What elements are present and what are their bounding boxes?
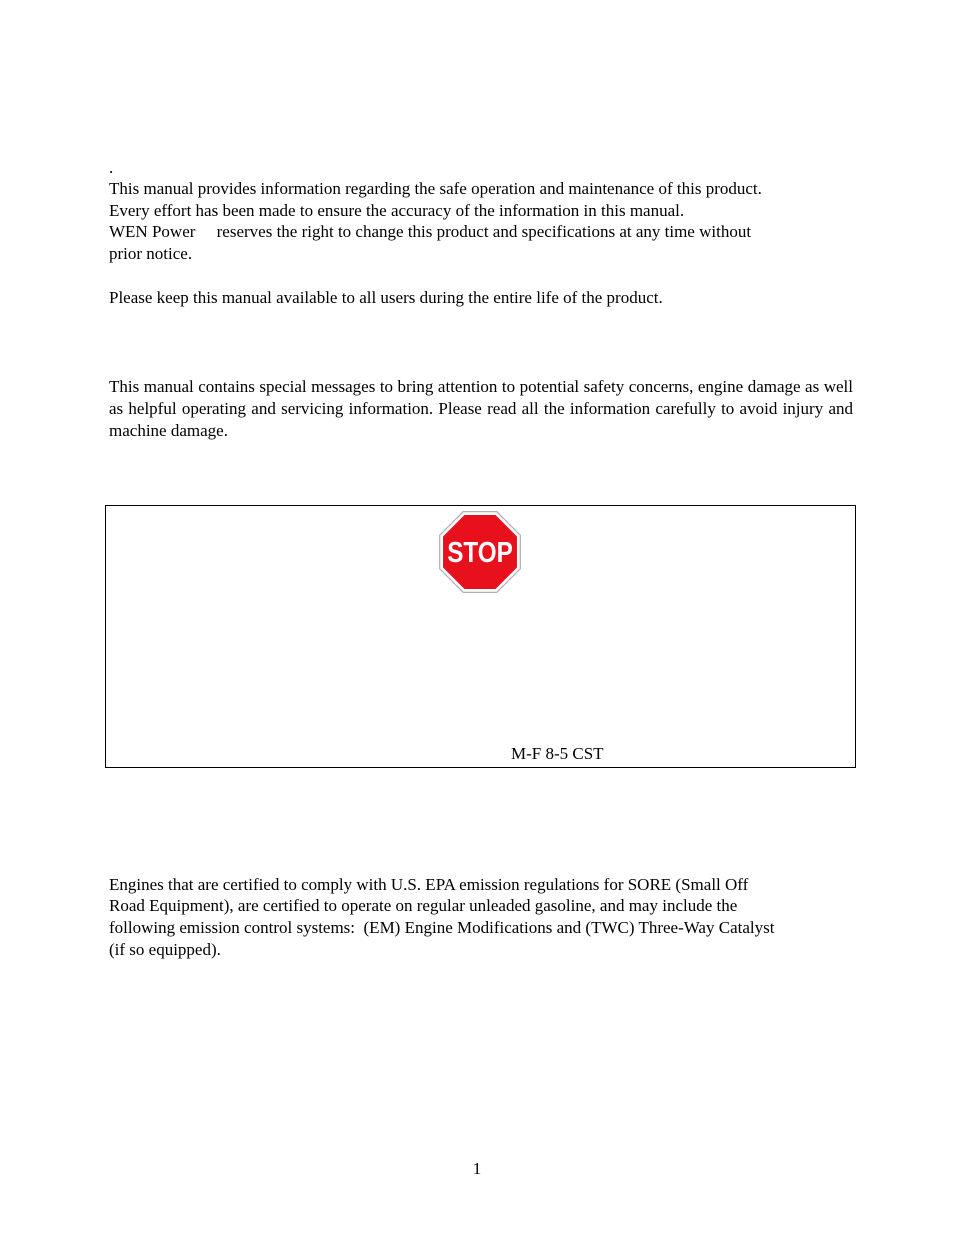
intro-line-3: WEN Power reserves the right to change this product and specifications at any time without (109, 222, 752, 241)
intro-dot: . (109, 158, 114, 177)
stop-sign-text: STOP (447, 537, 513, 570)
support-hours: M-F 8-5 CST (511, 744, 604, 763)
intro-line-1: This manual provides information regarding the safe operation and maintenance of this product. (109, 179, 762, 198)
page-number: 1 (472, 1159, 482, 1178)
intro-line-2: Every effort has been made to ensure the accuracy of the information in this manual. (109, 201, 685, 220)
emissions-line-3: following emission control systems: (EM) Engine Modifications and (TWC) Three-Way Catalyst (109, 918, 775, 937)
emissions-line-1: Engines that are certified to comply with U.S. EPA emission regulations for SORE (Small Off (109, 875, 749, 894)
emissions-line-2: Road Equipment), are certified to operate on regular unleaded gasoline, and may include the (109, 896, 738, 915)
stop-sign-icon (438, 510, 522, 594)
intro-line-4: prior notice. (109, 244, 193, 263)
emissions-line-4: (if so equipped). (109, 940, 221, 959)
stop-contact-box (105, 505, 856, 768)
keep-manual-notice: Please keep this manual available to all users during the entire life of the product. (109, 288, 663, 307)
special-messages-paragraph: This manual contains special messages to bring attention to potential safety concerns, engine damage as well as helpful operating and servicing information. Please read all the information carefully to avoid injury and machine damage. (109, 377, 853, 440)
